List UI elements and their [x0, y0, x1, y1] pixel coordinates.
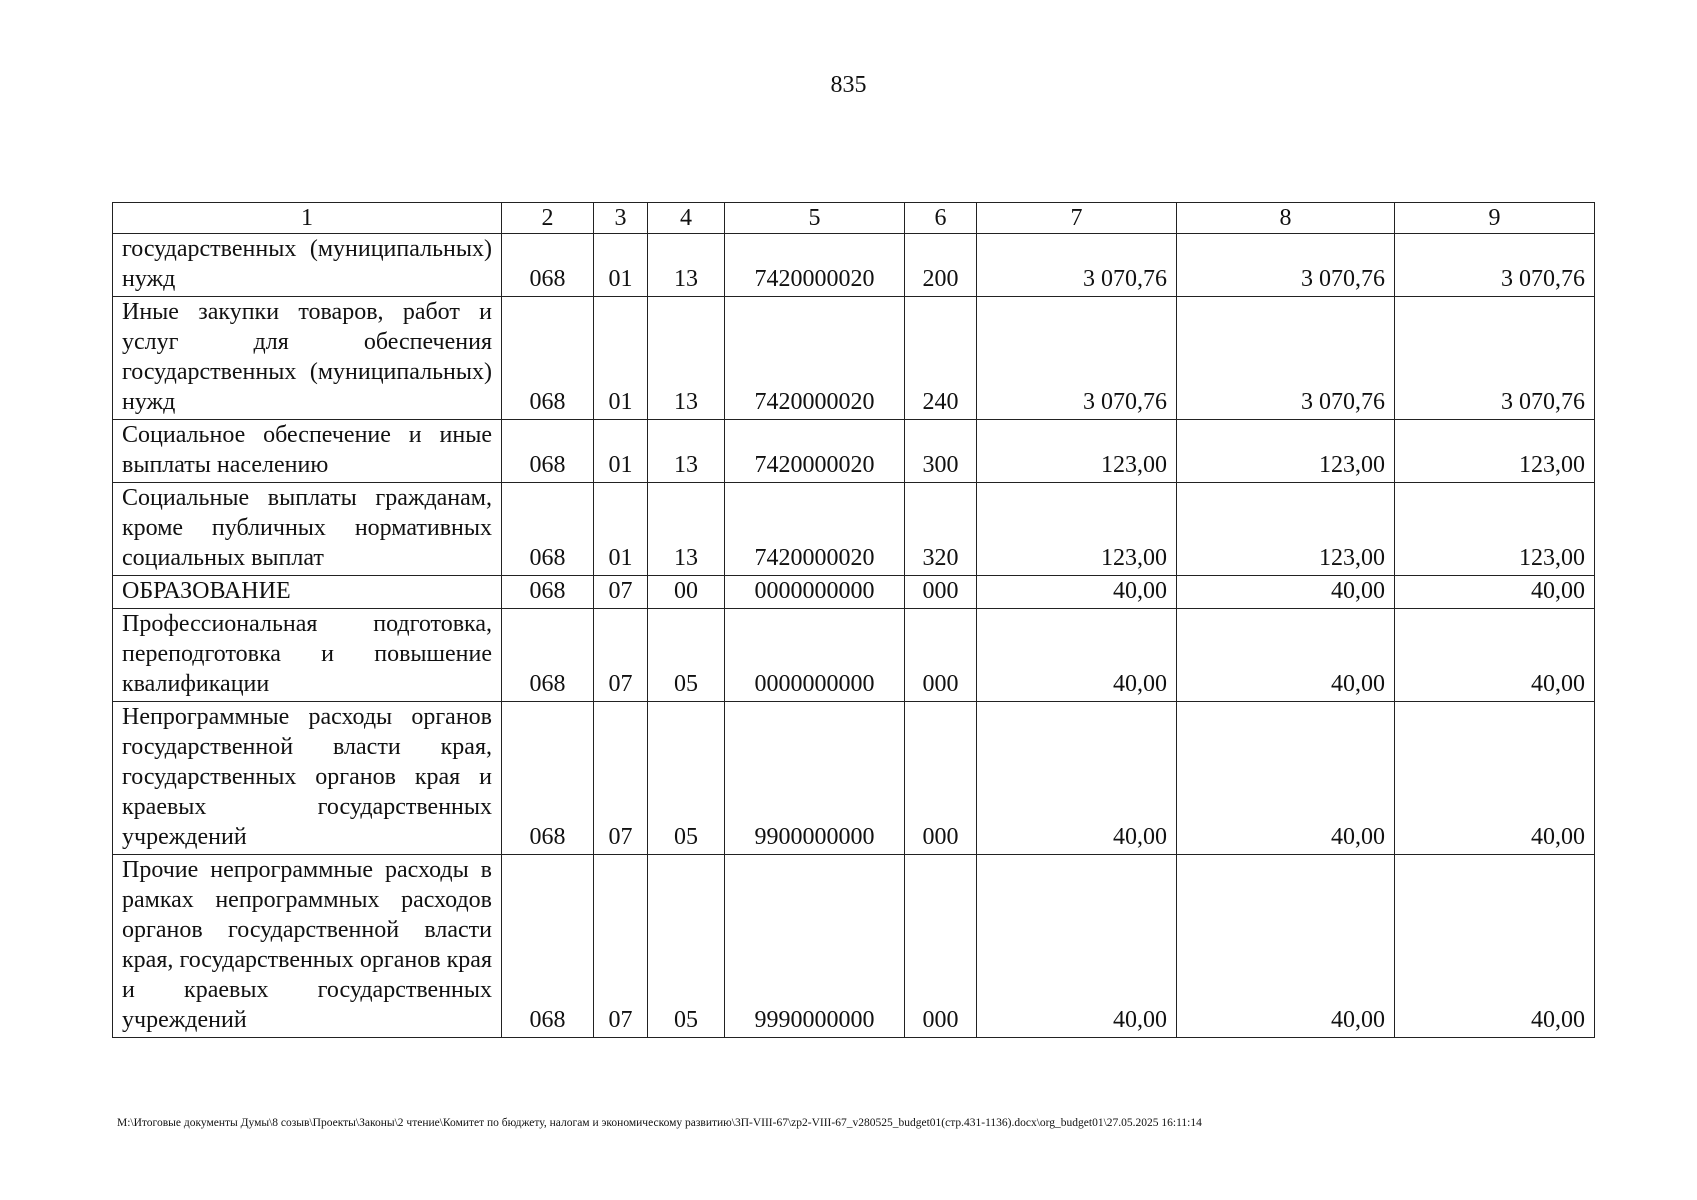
target-article-cell: 7420000020 [725, 297, 905, 420]
table-row [113, 576, 1595, 609]
column-header: 6 [905, 203, 977, 234]
amount-cell-8: 40,00 [1177, 855, 1395, 1038]
section-cell: 01 [594, 234, 648, 297]
page-number: 835 [830, 72, 867, 98]
header-row [113, 203, 1595, 234]
amount-cell-9: 123,00 [1395, 420, 1595, 483]
column-header: 2 [502, 203, 594, 234]
section-cell: 07 [594, 855, 648, 1038]
amount-cell-9: 123,00 [1395, 483, 1595, 576]
table-row [113, 420, 1595, 483]
amount-cell-9: 40,00 [1395, 609, 1595, 702]
target-article-cell: 9900000000 [725, 702, 905, 855]
section-cell: 01 [594, 297, 648, 420]
column-header: 7 [977, 203, 1177, 234]
amount-cell-8: 40,00 [1177, 576, 1395, 609]
table-row [113, 234, 1595, 297]
expense-type-cell: 000 [905, 855, 977, 1038]
code-admin-cell: 068 [502, 702, 594, 855]
amount-cell-7: 123,00 [977, 420, 1177, 483]
row-name-cell: Социальное обеспечение и иные выплаты населению [113, 420, 502, 483]
section-cell: 07 [594, 576, 648, 609]
amount-cell-8: 123,00 [1177, 483, 1395, 576]
code-admin-cell: 068 [502, 576, 594, 609]
amount-cell-8: 3 070,76 [1177, 297, 1395, 420]
table-row [113, 702, 1595, 855]
subsection-cell: 05 [648, 855, 725, 1038]
budget-table [112, 202, 1595, 1038]
subsection-cell: 05 [648, 702, 725, 855]
target-article-cell: 0000000000 [725, 576, 905, 609]
amount-cell-9: 3 070,76 [1395, 297, 1595, 420]
target-article-cell: 7420000020 [725, 483, 905, 576]
code-admin-cell: 068 [502, 420, 594, 483]
target-article-cell: 7420000020 [725, 420, 905, 483]
expense-type-cell: 000 [905, 576, 977, 609]
section-cell: 07 [594, 609, 648, 702]
amount-cell-7: 3 070,76 [977, 297, 1177, 420]
column-header: 3 [594, 203, 648, 234]
table-row [113, 483, 1595, 576]
column-header: 5 [725, 203, 905, 234]
row-name-cell: Непрограммные расходы органов государственной власти края, государственных органов края и краевых государственных учреждений [113, 702, 502, 855]
amount-cell-9: 3 070,76 [1395, 234, 1595, 297]
amount-cell-8: 3 070,76 [1177, 234, 1395, 297]
amount-cell-9: 40,00 [1395, 702, 1595, 855]
expense-type-cell: 300 [905, 420, 977, 483]
column-header: 4 [648, 203, 725, 234]
amount-cell-8: 40,00 [1177, 609, 1395, 702]
column-header: 9 [1395, 203, 1595, 234]
amount-cell-8: 40,00 [1177, 702, 1395, 855]
target-article-cell: 0000000000 [725, 609, 905, 702]
amount-cell-7: 40,00 [977, 576, 1177, 609]
table-row [113, 297, 1595, 420]
amount-cell-7: 40,00 [977, 609, 1177, 702]
expense-type-cell: 000 [905, 702, 977, 855]
row-name-cell: Профессиональная подготовка, переподготовка и повышение квалификации [113, 609, 502, 702]
target-article-cell: 9990000000 [725, 855, 905, 1038]
subsection-cell: 05 [648, 609, 725, 702]
subsection-cell: 13 [648, 297, 725, 420]
section-cell: 01 [594, 483, 648, 576]
row-name-cell: Прочие непрограммные расходы в рамках непрограммных расходов органов государственной власти края, государственных органов края и краевых государственных учреждений [113, 855, 502, 1038]
code-admin-cell: 068 [502, 234, 594, 297]
amount-cell-9: 40,00 [1395, 576, 1595, 609]
amount-cell-8: 123,00 [1177, 420, 1395, 483]
expense-type-cell: 200 [905, 234, 977, 297]
amount-cell-7: 3 070,76 [977, 234, 1177, 297]
amount-cell-7: 123,00 [977, 483, 1177, 576]
subsection-cell: 13 [648, 234, 725, 297]
table-row [113, 855, 1595, 1038]
subsection-cell: 00 [648, 576, 725, 609]
row-name-cell: Социальные выплаты гражданам, кроме публичных нормативных социальных выплат [113, 483, 502, 576]
expense-type-cell: 240 [905, 297, 977, 420]
column-header: 1 [113, 203, 502, 234]
row-name-cell: ОБРАЗОВАНИЕ [113, 576, 502, 609]
table-row [113, 609, 1595, 702]
subsection-cell: 13 [648, 483, 725, 576]
section-cell: 07 [594, 702, 648, 855]
code-admin-cell: 068 [502, 297, 594, 420]
section-cell: 01 [594, 420, 648, 483]
file-path-footer: M:\Итоговые документы Думы\8 созыв\Проекты\Законы\2 чтение\Комитет по бюджету, налогам и экономическому развитию\3П-VIII-67\zp2-VIII-67_v280525_budget01(стр.431-1136).docx\org_budget01\27.05.2025 16:11:14 [117, 1117, 1202, 1129]
expense-type-cell: 000 [905, 609, 977, 702]
code-admin-cell: 068 [502, 483, 594, 576]
column-header: 8 [1177, 203, 1395, 234]
amount-cell-7: 40,00 [977, 855, 1177, 1038]
amount-cell-9: 40,00 [1395, 855, 1595, 1038]
row-name-cell: государственных (муниципальных) нужд [113, 234, 502, 297]
target-article-cell: 7420000020 [725, 234, 905, 297]
expense-type-cell: 320 [905, 483, 977, 576]
amount-cell-7: 40,00 [977, 702, 1177, 855]
code-admin-cell: 068 [502, 609, 594, 702]
row-name-cell: Иные закупки товаров, работ и услуг для обеспечения государственных (муниципальных) нужд [113, 297, 502, 420]
code-admin-cell: 068 [502, 855, 594, 1038]
subsection-cell: 13 [648, 420, 725, 483]
